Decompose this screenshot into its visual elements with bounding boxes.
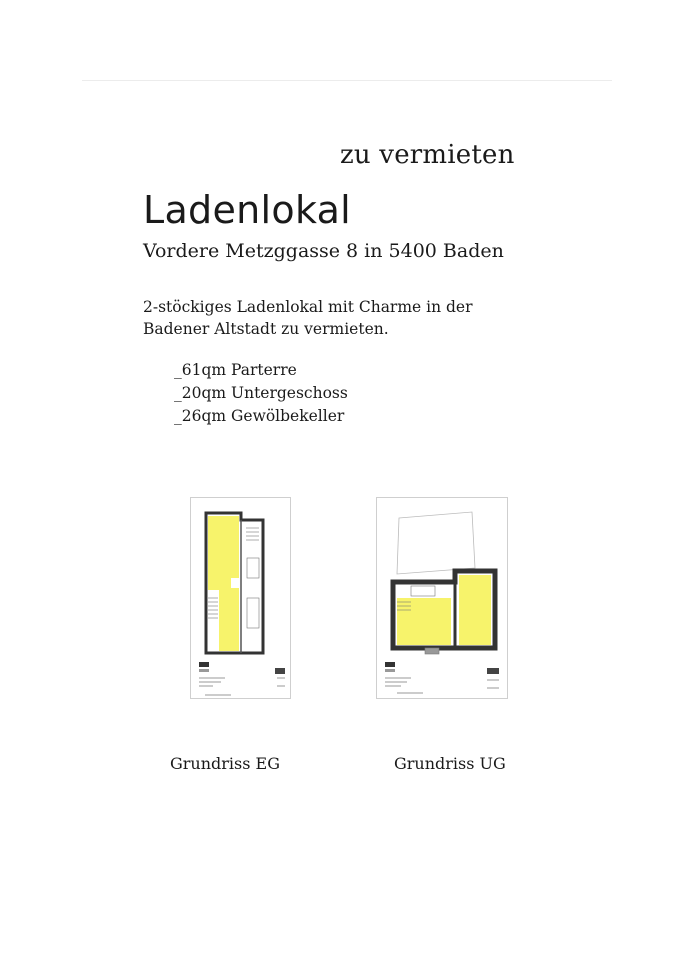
- area-list: [174, 359, 348, 428]
- ug-highlight-right: [459, 575, 491, 645]
- description-line-2: Badener Altstadt zu vermieten.: [143, 320, 389, 338]
- floor-plan-ug: [376, 497, 508, 699]
- description-line-1: 2-stöckiges Ladenlokal mit Charme in der: [143, 298, 473, 316]
- eg-highlight-upper: [208, 516, 239, 578]
- eg-highlight-lower: [219, 588, 239, 651]
- listing-title: Ladenlokal: [143, 188, 352, 232]
- floor-plan-eg: [190, 497, 291, 699]
- ug-highlight-left: [397, 598, 451, 645]
- rental-tag: zu vermieten: [340, 140, 515, 170]
- area-item-parterre: _61qm Parterre: [174, 361, 297, 379]
- area-item-gewoelbekeller: _26qm Gewölbekeller: [174, 407, 345, 425]
- caption-grundriss-eg: Grundriss EG: [170, 754, 281, 773]
- listing-description: [143, 296, 563, 340]
- caption-grundriss-ug: Grundriss UG: [394, 754, 506, 773]
- area-item-untergeschoss: _20qm Untergeschoss: [174, 384, 348, 402]
- top-divider: [82, 80, 612, 81]
- listing-address: Vordere Metzggasse 8 in 5400 Baden: [143, 240, 504, 262]
